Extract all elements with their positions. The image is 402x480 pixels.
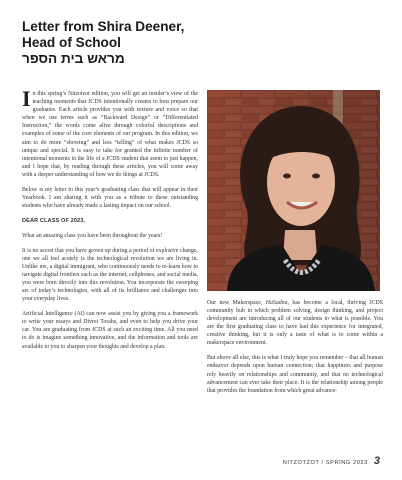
paragraph-amazing-class: What an amazing class you have been throughout the years! — [22, 232, 163, 239]
letter-salutation: DEAR CLASS OF 2023, — [22, 217, 86, 224]
paragraph-yearbook: Below is my letter to this year’s graduating class that will appear in their Yearbook. I am sharing it with you as a tribute to these outstanding students who have already made a lasting impact on our school. — [22, 186, 198, 210]
drop-cap: I — [22, 86, 31, 111]
paragraph-technology: It is no secret that you have grown up during a period of explosive change, one we all feel acutely is the technological revolution we are living in. Unlike me, a digital immigrant, who continuously needs to re-learn how to navigate digital frontiers such as the internet, cellphones, and social media, you were born directly into this revolution. You incorporate the sweeping arc of today’s technologies, with all of its brilliance and challenges into your everyday lives. — [22, 247, 198, 303]
left-column — [22, 86, 198, 357]
makerspace-text-start: Our new Makerspace, — [207, 300, 266, 306]
title-line-1: Letter from Shira Deener, — [22, 19, 185, 34]
portrait-photo — [207, 90, 380, 291]
right-column — [207, 299, 383, 402]
title-hebrew: מראש בית הספר — [22, 51, 125, 66]
article-title — [22, 19, 222, 67]
makerspace-text-end: , has become a local, thriving JCDS community hub in which problem solving, design thinking, and project development are introducing all of our students to what is possible. You are the first graduating class to have had this experience for integrated, creative thinking, but it is only a taste of what is to come within a makerspace environment. — [207, 300, 383, 347]
paragraph-ai: Artificial Intelligence (AI) can now assist you by giving you a framework to write your essays and Divrei Torahs, and even to help you drive your car. You are graduating from JCDS at such an exciting time. All you need to do is imagine something innovative, and the information and tools are available to you to sharpen your thoughts and develop a plan. — [22, 311, 198, 350]
intro-paragraph — [22, 86, 198, 179]
page-footer — [283, 455, 380, 467]
paragraph-human-connection: But above all else, this is what I truly hope you remember – that all human endeavor depends upon human connection; that happiness and purpose rely heavily on relationships and community, and that no technological advancement can ever take their place. It is the relationship among people that provides the foundation from which great advance- — [207, 355, 383, 394]
title-line-2: Head of School — [22, 35, 121, 50]
intro-text: n this spring’s Nitzotzot edition, you will get an insider’s view of the teaching moments that JCDS intentionally creates to best prepare our graduates. Each article provides you with texture and voice so that when we use terms such as “Backward Design” or “Differentiated Instruction,” the words come alive through colorful descriptions and examples of some of the core elements of our program. In this edition, we aim to do more “showing” and less “telling” of what makes JCDS so unique and special. It is easy to take for granted the infinite number of intentional moments in the life of a JCDS student that seem to just happen, and I hope that, by reading through these articles, you will come away with a deeper understanding of how we do things at JCDS. — [22, 91, 198, 178]
makerspace-name: HaSadna — [265, 300, 288, 306]
paragraph-makerspace — [207, 299, 383, 348]
issue-label: NITZOTZOT / SPRING 2023 — [282, 460, 368, 466]
page-number: 3 — [373, 455, 380, 467]
